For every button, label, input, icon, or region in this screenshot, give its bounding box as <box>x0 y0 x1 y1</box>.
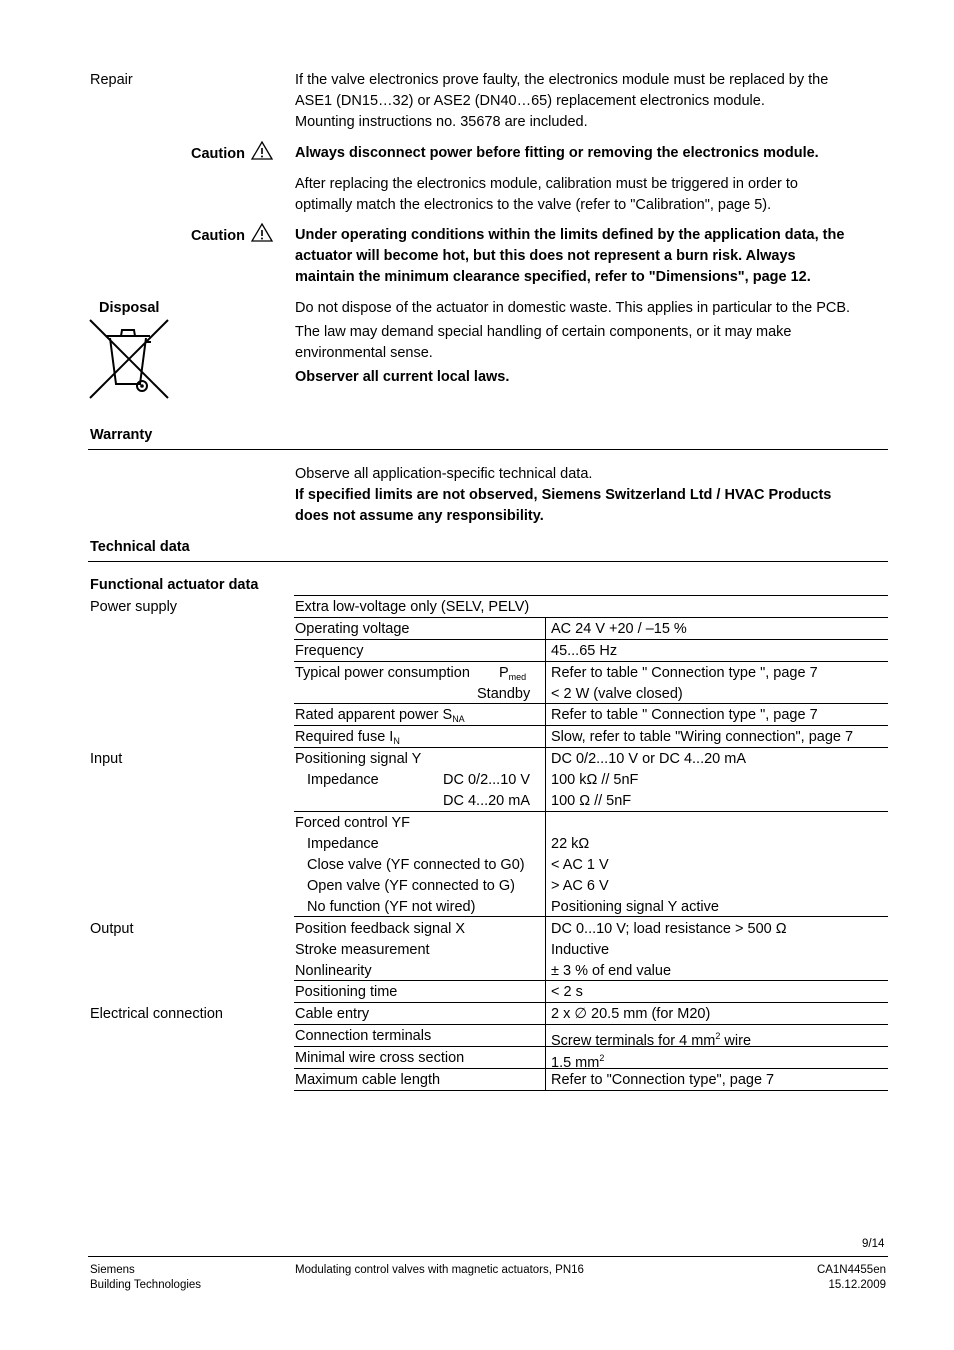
row-value: ± 3 % of end value <box>551 963 672 979</box>
row-key: Position feedback signal X <box>295 921 466 937</box>
warranty-heading: Warranty <box>90 427 153 443</box>
category-power-supply: Power supply <box>90 599 178 615</box>
row-key: No function (YF not wired) <box>307 899 476 915</box>
row-key: Open valve (YF connected to G) <box>307 878 515 894</box>
row-value: > AC 6 V <box>551 878 609 894</box>
caution-text-2a: Under operating conditions within the limits defined by the application data, the <box>295 227 845 243</box>
row-value: Slow, refer to table "Wiring connection", page 7 <box>551 729 854 745</box>
row-key: Maximum cable length <box>295 1072 441 1088</box>
row-key: Standby <box>477 686 531 702</box>
row-value: 2 x ∅ 20.5 mm (for M20) <box>551 1006 711 1022</box>
row-value: 1.5 $mm^2$ <box>551 1053 605 1071</box>
footer-date: 15.12.2009 <box>828 1279 886 1291</box>
row-value: Inductive <box>551 942 610 958</box>
section-divider <box>88 449 888 450</box>
row-value: Refer to table " Connection type ", page 7 <box>551 707 818 723</box>
row-key: Forced control YF <box>295 815 410 831</box>
row-key: Connection terminals <box>295 1028 432 1044</box>
repair-text-3: Mounting instructions no. 35678 are included. <box>295 114 588 130</box>
footer-doc-number: CA1N4455en <box>816 1264 886 1276</box>
row-value: Refer to table " Connection type ", page 7 <box>551 665 818 681</box>
row-key: Impedance <box>307 772 379 788</box>
section-divider <box>88 561 888 562</box>
row-key: Stroke measurement <box>295 942 430 958</box>
row-value: < 2 s <box>551 984 583 1000</box>
functional-subheading: Functional actuator data <box>90 577 259 593</box>
warranty-text-1: Observe all application-specific technical data. <box>295 466 593 482</box>
caution-text-2b: actuator will become hot, but this does not represent a burn risk. Always <box>295 248 796 264</box>
disposal-text-3: environmental sense. <box>295 345 433 361</box>
row-key: Cable entry <box>295 1006 370 1022</box>
row-key: Positioning signal Y <box>295 751 422 767</box>
table-rule <box>294 595 888 596</box>
row-key: Positioning time <box>295 984 398 1000</box>
row-key: Operating voltage <box>295 621 410 637</box>
row-key: Impedance <box>307 836 379 852</box>
row-value: 100 Ω // 5nF <box>551 793 632 809</box>
row-key: DC 4...20 mA <box>443 793 531 809</box>
row-key: Nonlinearity <box>295 963 372 979</box>
caution-label-1: Caution <box>191 146 245 162</box>
footer-divider <box>88 1256 888 1257</box>
row-value: AC 24 V +20 / –15 % <box>551 621 687 637</box>
selv-note: Extra low-voltage only (SELV, PELV) <box>295 599 530 615</box>
pmed-label: $P_{med}$ <box>499 665 527 682</box>
repair-text-2: ASE1 (DN15…32) or ASE2 (DN40…65) replacement electronics module. <box>295 93 765 109</box>
crossed-bin-icon <box>88 316 172 402</box>
repair-text-1: If the valve electronics prove faulty, the electronics module must be replaced by the <box>295 72 829 88</box>
repair-label: Repair <box>90 72 133 88</box>
category-output: Output <box>90 921 134 937</box>
caution-text-2c: maintain the minimum clearance specified, refer to "Dimensions", page 12. <box>295 269 811 285</box>
caution-label-2: Caution <box>191 228 245 244</box>
row-value: 100 kΩ // 5nF <box>551 772 639 788</box>
warning-icon <box>251 140 273 160</box>
row-key: Typical power consumption <box>295 665 470 681</box>
disposal-text-2: The law may demand special handling of certain components, or it may make <box>295 324 792 340</box>
footer-title: Modulating control valves with magnetic actuators, PN16 <box>295 1264 584 1276</box>
footer-company-1: Siemens <box>90 1264 135 1276</box>
row-key: Required fuse $I_N$ <box>295 729 400 746</box>
row-value: DC 0...10 V; load resistance > 500 Ω <box>551 921 787 937</box>
row-key: Close valve (YF connected to G0) <box>307 857 525 873</box>
row-key: Frequency <box>295 643 364 659</box>
footer-company-2: Building Technologies <box>90 1279 202 1291</box>
row-value: 45...65 Hz <box>551 643 618 659</box>
row-value: Refer to "Connection type", page 7 <box>551 1072 775 1088</box>
row-value: Positioning signal Y active <box>551 899 719 915</box>
warning-icon <box>251 222 273 242</box>
caution-text-1: Always disconnect power before fitting or removing the electronics module. <box>295 145 819 161</box>
technical-heading: Technical data <box>90 539 190 555</box>
row-value: < AC 1 V <box>551 857 609 873</box>
category-electrical-connection: Electrical connection <box>90 1006 223 1022</box>
row-key: DC 0/2...10 V <box>443 772 531 788</box>
warranty-text-3: does not assume any responsibility. <box>295 508 544 524</box>
disposal-text-4: Observer all current local laws. <box>295 369 510 385</box>
row-key: Minimal wire cross section <box>295 1050 465 1066</box>
warranty-text-2: If specified limits are not observed, Siemens Switzerland Ltd / HVAC Products <box>295 487 832 503</box>
after-text-1: After replacing the electronics module, calibration must be triggered in order to <box>295 176 798 192</box>
row-value: 22 kΩ <box>551 836 590 852</box>
row-value: < 2 W (valve closed) <box>551 686 683 702</box>
disposal-text-1: Do not dispose of the actuator in domestic waste. This applies in particular to the PCB. <box>295 300 851 316</box>
row-key: Rated apparent power $S_{NA}$ <box>295 707 465 724</box>
row-value: Screw terminals for 4 $mm^2$ wire <box>551 1031 752 1049</box>
row-value: DC 0/2...10 V or DC 4...20 mA <box>551 751 747 767</box>
page-number: 9/14 <box>862 1238 885 1250</box>
disposal-label: Disposal <box>99 300 160 316</box>
category-input: Input <box>90 751 123 767</box>
table-column-divider <box>545 617 546 1090</box>
after-text-2: optimally match the electronics to the valve (refer to "Calibration", page 5). <box>295 197 772 213</box>
